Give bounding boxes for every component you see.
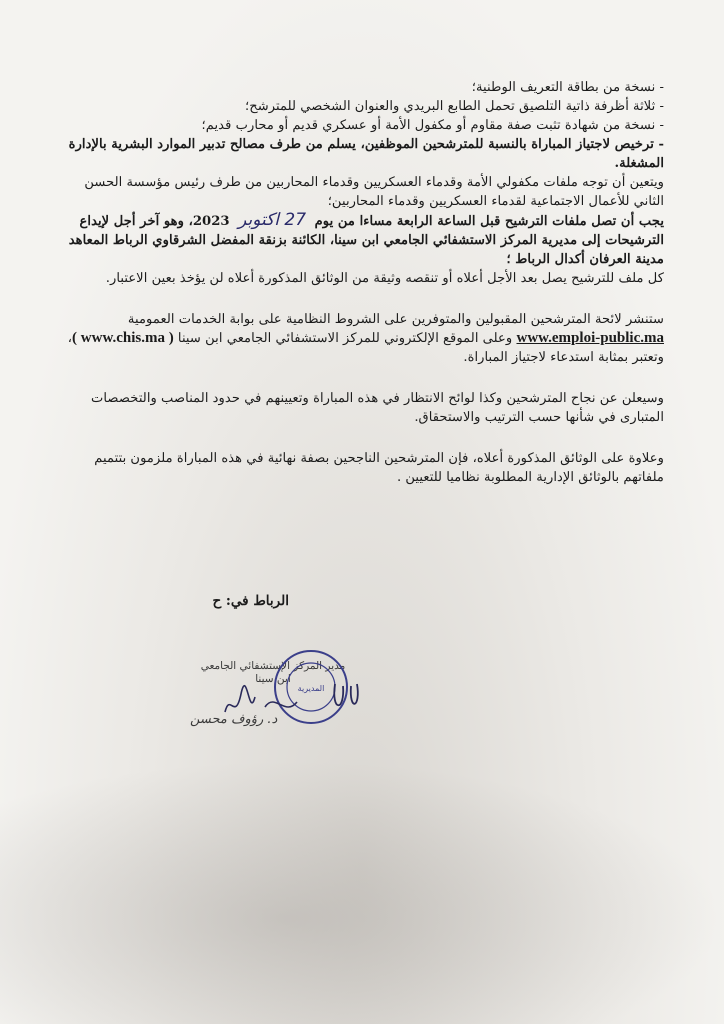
list-item: - نسخة من شهادة تثبت صفة مقاوم أو مكفول الأمة أو عسكري قديم أو محارب قديم؛ (201, 118, 664, 133)
orientation-paragraph: ويتعين أن توجه ملفات مكفولي الأمة وقدماء العسكريين وقدماء المحاربين من طرف رئيس مؤسسة الحسن الثاني للأعمال الاجتماعية لقدماء العسكريين وقدماء المحاربين؛ (84, 175, 664, 209)
chis-link[interactable]: ( www.chis.ma ) (72, 330, 174, 346)
handwritten-date: 27 اكتوبر (238, 210, 307, 230)
deadline-part1: يجب أن تصل ملفات الترشيح قبل الساعة الرابعة مساءا من يوم (314, 214, 664, 229)
completion-paragraph: وعلاوة على الوثائق المذكورة أعلاه، فإن المترشحين الناجحين بصفة نهائية في هذه المباراة ملزمون بتتميم ملفاتهم بالوثائق الإدارية المطلوبة نظاميا للتعيين . (94, 451, 664, 485)
publish-paragraph (58, 310, 664, 367)
signature-scribble (205, 672, 365, 732)
publish-part2: وعلى الموقع الإلكتروني للمركز الاستشفائي الجامعي ابن سينا (177, 331, 513, 346)
signature-title: مدير المركز الإستشفائي الجامعي ابن سينا (200, 660, 346, 685)
stamp-label: المديرية (297, 684, 325, 693)
document-body (58, 78, 664, 487)
signature-name: د. رؤوف محسن (190, 712, 278, 727)
emploi-public-link[interactable]: www.emploi-public.ma (516, 330, 664, 346)
results-paragraph: وسيعلن عن نجاح المترشحين وكذا لوائح الانتظار في هذه المباراة وتعيينهم في حدود المناصب والتخصصات المتبارى في شأنها حسب الترتيب والاستحقاق. (91, 391, 664, 425)
deadline-paragraph (58, 211, 664, 269)
publish-part1: ستنشر لائحة المترشحين المقبولين والمتوفرين على الشروط النظامية على بوابة الخدمات العمومية (127, 312, 664, 327)
late-file-note: كل ملف للترشيح يصل بعد الأجل أعلاه أو تنقصه وثيقة من الوثائق المذكورة أعلاه لن يؤخذ بعين الاعتبار. (105, 271, 664, 286)
list-item: - ثلاثة أظرفة ذاتية التلصيق تحمل الطابع البريدي والعنوان الشخصي للمترشح؛ (245, 99, 664, 114)
license-note: - ترخيص لاجتياز المباراة بالنسبة للمترشحين الموظفين، يسلم من طرف مصالح تدبير الموارد البشرية بالإدارة المشغلة. (68, 137, 664, 171)
place-date: الرباط في: ح (212, 593, 289, 609)
deadline-part2: 2023، وهو آخر أجل لإيداع الترشيحات إلى مديرية المركز الاستشفائي الجامعي ابن سينا، الكائنة بزنقة المفضل الشرقاوي الرباط المعاهد مدينة العرفان أكدال الرباط ؛ (68, 214, 664, 267)
photo-shadow (0, 760, 724, 1024)
list-item: - نسخة من بطاقة التعريف الوطنية؛ (471, 80, 664, 95)
publish-part3: ، وتعتبر بمثابة استدعاء لاجتياز المباراة. (67, 331, 664, 365)
